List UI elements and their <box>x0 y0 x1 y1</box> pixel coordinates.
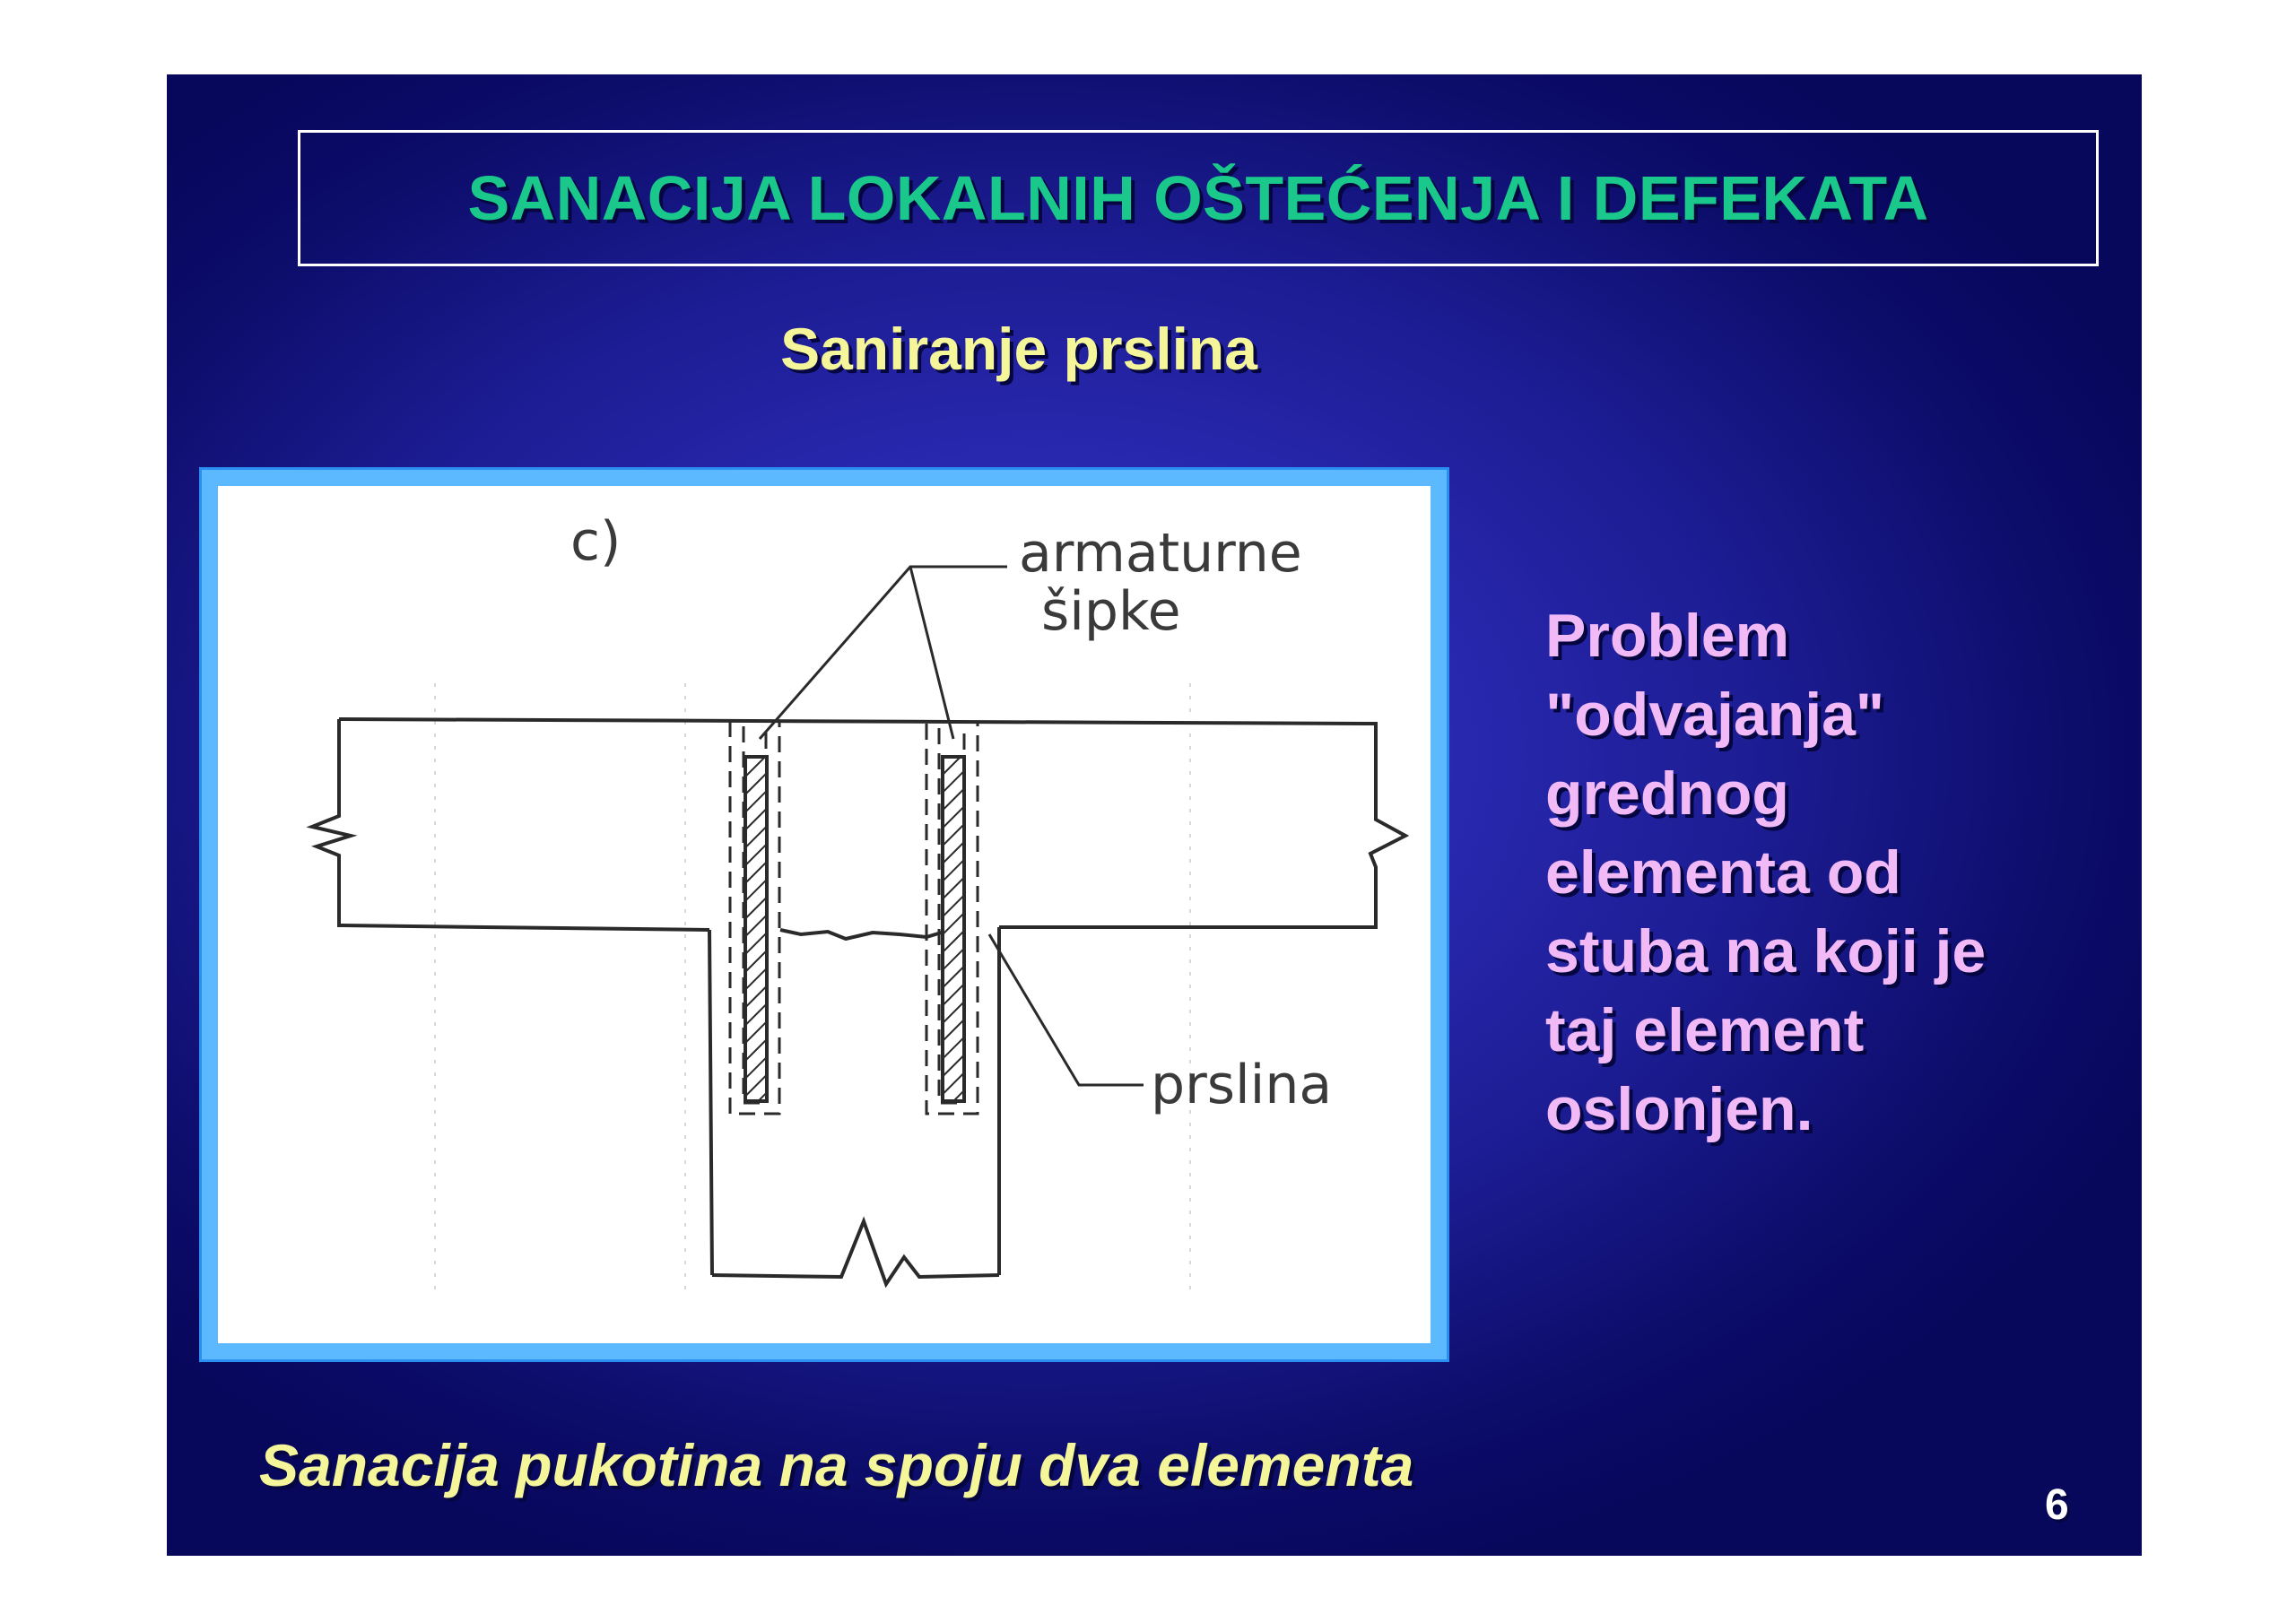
slide-subtitle: Saniranje prslina <box>780 316 1257 382</box>
label-armaturne: armaturne <box>1019 522 1302 585</box>
crack-line <box>780 930 944 939</box>
problem-line: elementa od <box>1545 838 1901 907</box>
figure-panel <box>218 486 1431 1343</box>
beam-outline <box>312 719 1405 1284</box>
label-prslina: prslina <box>1151 1054 1333 1116</box>
slide-title: SANACIJA LOKALNIH OŠTEĆENJA I DEFEKATA <box>467 163 1929 233</box>
problem-line: Problem <box>1545 602 1790 670</box>
label-sipke: šipke <box>1041 580 1181 643</box>
faint-grid-lines <box>435 683 1190 1293</box>
problem-line: stuba na koji je <box>1545 917 1987 985</box>
slide-caption: Sanacija pukotina na spoju dva elementa <box>259 1432 1414 1498</box>
title-box <box>298 130 2099 266</box>
problem-line: taj element <box>1545 996 1865 1064</box>
problem-line: grednog <box>1545 759 1789 828</box>
label-c: c) <box>570 510 622 573</box>
slide <box>167 74 2142 1556</box>
problem-line: "odvajanja" <box>1545 681 1885 749</box>
page-number: 6 <box>2045 1481 2069 1529</box>
figure-frame <box>199 467 1449 1362</box>
problem-description <box>1545 596 2083 1149</box>
joint-diagram <box>218 486 1431 1343</box>
problem-line: oslonjen. <box>1545 1075 1813 1143</box>
